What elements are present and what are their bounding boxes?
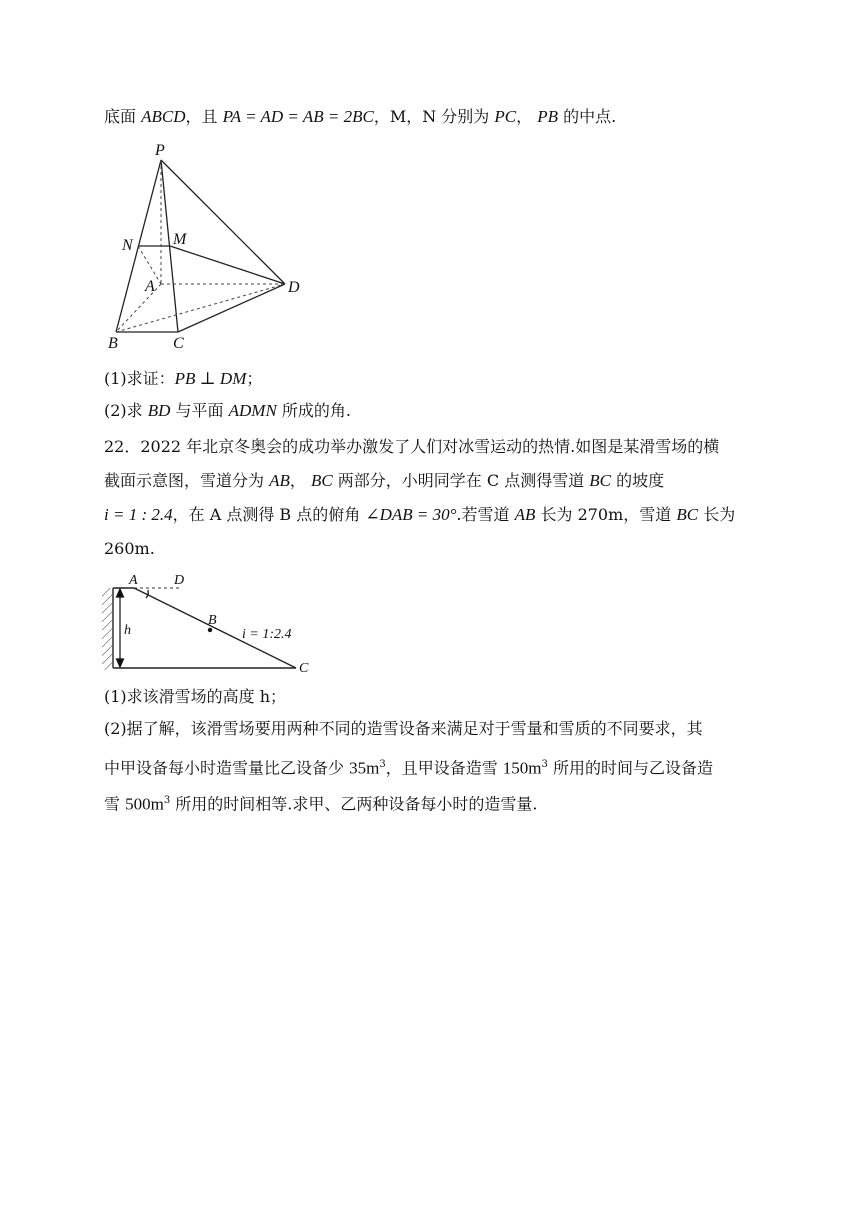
volume-value: 500m — [125, 794, 164, 814]
text: 长为 270m，雪道 — [535, 505, 677, 524]
pyramid-figure — [100, 140, 320, 355]
superscript: 3 — [541, 759, 548, 770]
q22-part1: (1)求该滑雪场的高度 h； — [104, 687, 287, 706]
text: 的坡度 — [611, 471, 665, 490]
point-b — [208, 628, 212, 632]
label-m: M — [173, 231, 187, 248]
q21-part1 — [104, 368, 262, 390]
text: ，且 — [185, 107, 223, 126]
superscript: 3 — [163, 795, 171, 806]
segment-ab: AB — [514, 505, 536, 524]
text: .若雪道 — [456, 505, 515, 524]
q22-part2-line2 — [104, 754, 713, 779]
q21-part2 — [104, 400, 351, 422]
label-c: C — [299, 661, 309, 676]
label-h: h — [124, 623, 131, 638]
text: 雪 — [104, 794, 126, 814]
text: 与平面 — [170, 401, 229, 420]
segment-pb: PB — [537, 107, 558, 126]
text: 底面 — [104, 107, 142, 126]
text: ， — [289, 471, 311, 490]
segment-pc: PC — [494, 107, 517, 126]
text: ； — [246, 369, 263, 388]
q22-part2-line3 — [104, 790, 537, 815]
text: (1)求证： — [104, 369, 175, 388]
q22-line3 — [104, 504, 735, 526]
text: 所成的角. — [276, 401, 351, 420]
label-slope: i = 1:2.4 — [242, 627, 292, 642]
edge-bd — [116, 284, 285, 332]
text: ，且甲设备造雪 — [385, 758, 503, 778]
text: 两部分，小明同学在 C 点测得雪道 — [332, 471, 590, 490]
text: ，在 A 点测得 B 点的俯角 — [172, 505, 366, 524]
wall-hatch — [102, 588, 112, 670]
arrow-head-up — [117, 589, 124, 597]
edge-pd — [161, 160, 285, 284]
label-d: D — [288, 279, 300, 296]
superscript: 3 — [379, 759, 386, 770]
volume-value: 35m — [349, 758, 380, 778]
ski-slope-figure — [96, 568, 316, 676]
segment-bc: BC — [589, 471, 612, 490]
q22-part2-line1: (2)据了解，该滑雪场要用两种不同的造雪设备来满足对于雪量和雪质的不同要求，其 — [104, 719, 703, 738]
label-d: D — [174, 573, 185, 588]
text: 长为 — [698, 505, 736, 524]
text: 中甲设备每小时造雪量比乙设备少 — [104, 758, 350, 778]
text: ， — [516, 107, 538, 126]
label-c: C — [173, 335, 184, 352]
expression: PB ⊥ DM — [174, 369, 247, 388]
plane-admn: ADMN — [228, 401, 277, 420]
text: 截面示意图，雪道分为 — [104, 471, 270, 490]
edge-md — [170, 246, 285, 284]
base-name: ABCD — [141, 107, 186, 126]
edge-cd — [178, 284, 285, 332]
slope-ratio: i = 1 : 2.4 — [104, 505, 173, 524]
equation: PA = AD = AB = 2BC — [222, 107, 374, 126]
q22-line4: 260m. — [104, 539, 155, 558]
intro-line — [104, 106, 616, 128]
segment-ab: AB — [269, 471, 290, 490]
text: 所用的时间与乙设备造 — [547, 758, 713, 778]
angle-dab: ∠DAB = 30° — [365, 505, 457, 524]
q22-line1: 22．2022 年北京冬奥会的成功举办激发了人们对冰雪运动的热情.如图是某滑雪场的横 — [104, 437, 720, 456]
volume-value: 150m — [502, 758, 542, 778]
text: 的中点. — [557, 107, 617, 126]
label-p: P — [155, 142, 165, 159]
segment-bd: BD — [147, 401, 171, 420]
label-n: N — [122, 237, 133, 254]
text: (2)求 — [104, 401, 148, 420]
label-a: A — [145, 278, 155, 295]
segment-bc: BC — [310, 471, 333, 490]
text: 所用的时间相等.求甲、乙两种设备每小时的造雪量. — [170, 794, 538, 814]
label-b: B — [108, 335, 118, 352]
q22-line2 — [104, 470, 664, 492]
segment-bc: BC — [676, 505, 699, 524]
label-a: A — [129, 573, 138, 588]
text: ，M，N 分别为 — [373, 107, 495, 126]
arrow-head-down — [117, 659, 124, 667]
label-b: B — [208, 613, 217, 628]
